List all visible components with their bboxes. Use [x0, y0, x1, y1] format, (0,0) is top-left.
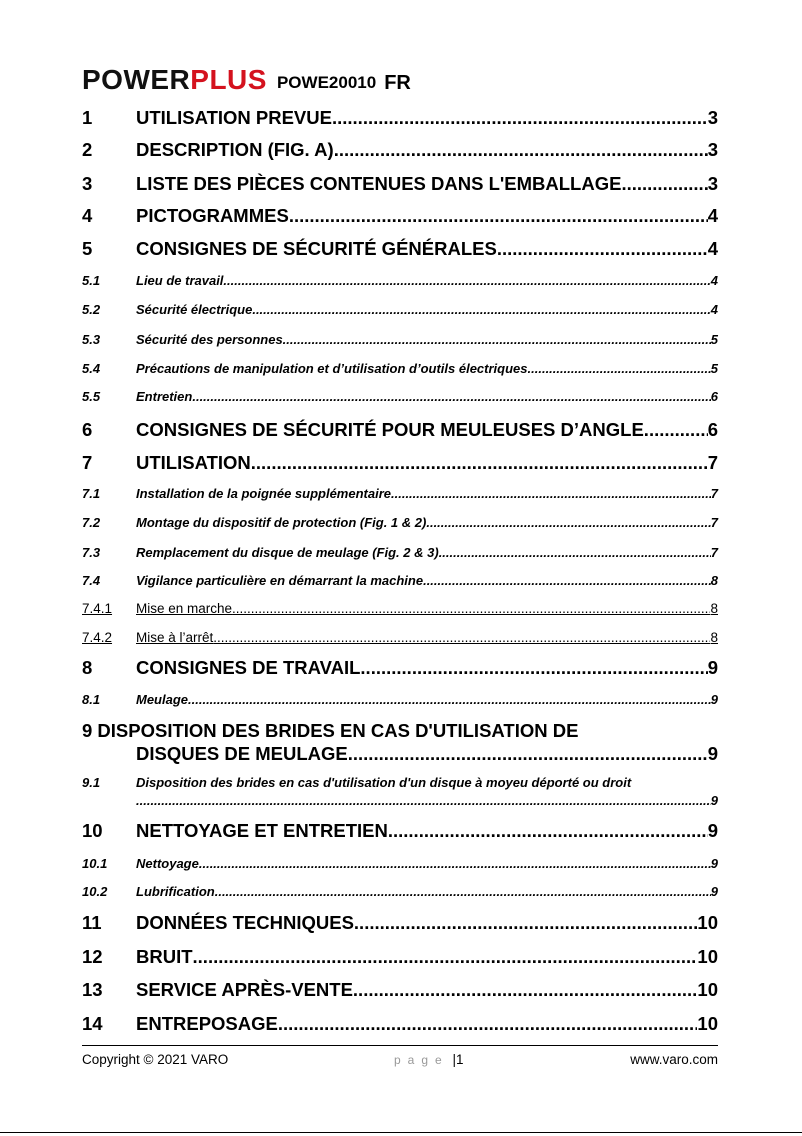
toc-entry-7-4-1[interactable]: 7.4.1 Mise en marche ..... 8: [82, 601, 718, 616]
toc-entry-7-1[interactable]: 7.1 Installation de la poignée supplémentaire ..... 7: [82, 486, 718, 501]
toc-entry-9-line1[interactable]: 9 DISPOSITION DES BRIDES EN CAS D'UTILISATION DE: [82, 720, 579, 741]
toc-entry-6[interactable]: 6 CONSIGNES DE SÉCURITÉ POUR MEULEUSES D’ANGLE. ..... 6: [82, 419, 718, 441]
toc-entry-7-4-2[interactable]: 7.4.2 Mise à l’arrêt ..... 8: [82, 630, 718, 645]
toc-entry-5-1[interactable]: 5.1 Lieu de travail ..... 4: [82, 273, 718, 288]
toc-entry-7-2[interactable]: 7.2 Montage du dispositif de protection (Fig. 1 & 2) ..... 7: [82, 515, 718, 530]
document-footer: [82, 1045, 718, 1076]
toc-entry-9-1-line1[interactable]: 9.1 Disposition des brides en cas d'utilisation d'un disque à moyeu déporté ou droit: [82, 775, 632, 790]
toc-entry-9-1[interactable]: ..... 9: [136, 793, 718, 808]
toc-entry-5[interactable]: 5 CONSIGNES DE SÉCURITÉ GÉNÉRALES ..... 4: [82, 238, 718, 260]
toc-entry-5-4[interactable]: 5.4 Précautions de manipulation et d’utilisation d’outils électriques ..... 5: [82, 361, 718, 376]
page-bottom-rule: [0, 1132, 802, 1133]
page-number: 1: [455, 1052, 464, 1067]
toc-entry-10-2[interactable]: 10.2 Lubrification ..... 9: [82, 884, 718, 899]
model-number: POWE20010: [276, 73, 377, 92]
page-indicator: page |1: [394, 1052, 464, 1067]
toc-entry-7-4[interactable]: 7.4 Vigilance particulière en démarrant la machine ..... 8: [82, 573, 718, 588]
toc-entry-10[interactable]: 10 NETTOYAGE ET ENTRETIEN ..... 9: [82, 820, 718, 842]
document-header: [82, 64, 411, 94]
toc-entry-8-1[interactable]: 8.1 Meulage ..... 9: [82, 692, 718, 707]
toc-entry-2[interactable]: 2 DESCRIPTION (FIG. A) ..... 3: [82, 139, 718, 161]
toc-entry-3[interactable]: 3 LISTE DES PIÈCES CONTENUES DANS L'EMBALLAGE ..... 3: [82, 173, 718, 195]
toc-entry-5-5[interactable]: 5.5 Entretien ..... 6: [82, 389, 718, 404]
toc-entry-10-1[interactable]: 10.1 Nettoyage ..... 9: [82, 856, 718, 871]
toc-entry-5-3[interactable]: 5.3 Sécurité des personnes ..... 5: [82, 332, 718, 347]
toc-entry-1[interactable]: 1 UTILISATION PREVUE ..... 3: [82, 107, 718, 129]
powerplus-logo: POWERPLUS: [82, 64, 267, 95]
toc-entry-12[interactable]: 12 BRUIT ..... 10: [82, 946, 718, 968]
toc-entry-8[interactable]: 8 CONSIGNES DE TRAVAIL ..... 9: [82, 657, 718, 679]
copyright-text: Copyright © 2021 VARO: [82, 1052, 229, 1067]
toc-entry-14[interactable]: 14 ENTREPOSAGE ..... 10: [82, 1013, 718, 1035]
toc-entry-9[interactable]: DISQUES DE MEULAGE ..... 9: [136, 743, 718, 765]
toc-entry-7[interactable]: 7 UTILISATION ..... 7: [82, 452, 718, 474]
toc-entry-7-3[interactable]: 7.3 Remplacement du disque de meulage (Fig. 2 & 3) ..... 7: [82, 545, 718, 560]
website-link[interactable]: www.varo.com: [630, 1052, 718, 1067]
toc-entry-13[interactable]: 13 SERVICE APRÈS-VENTE ..... 10: [82, 979, 718, 1001]
toc-entry-4[interactable]: 4 PICTOGRAMMES ..... 4: [82, 205, 718, 227]
language-code: FR: [384, 72, 411, 94]
toc-entry-11[interactable]: 11 DONNÉES TECHNIQUES ..... 10: [82, 912, 718, 934]
toc-entry-5-2[interactable]: 5.2 Sécurité électrique ..... 4: [82, 302, 718, 317]
